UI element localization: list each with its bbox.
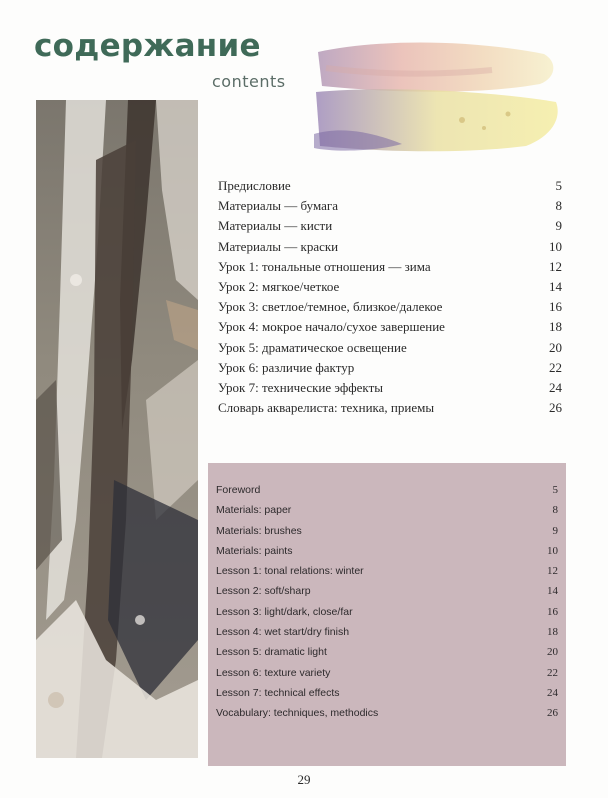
toc-entry-title: Урок 1: тональные отношения — зима <box>218 258 431 274</box>
toc-entry <box>216 663 558 683</box>
toc-entry <box>218 216 562 236</box>
toc-entry-title: Vocabulary: techniques, methodics <box>216 707 379 720</box>
toc-entry <box>218 358 562 378</box>
toc-entry <box>216 521 558 541</box>
toc-entry <box>218 237 562 257</box>
watercolor-wash-image <box>312 34 562 154</box>
toc-entry-page: 20 <box>549 339 562 355</box>
toc-entry <box>218 378 562 398</box>
toc-entry-title: Lesson 3: light/dark, close/far <box>216 605 353 618</box>
page-subtitle: contents <box>212 72 286 91</box>
toc-entry <box>218 317 562 337</box>
page-number: 29 <box>297 772 311 787</box>
toc-entry-title: Материалы — краски <box>218 238 339 254</box>
toc-entry <box>218 196 562 216</box>
toc-entry-title: Урок 7: технические эффекты <box>218 379 383 395</box>
toc-entry-page: 22 <box>547 666 558 679</box>
toc-entry <box>216 480 558 500</box>
toc-entry-title: Materials: paper <box>216 504 292 517</box>
toc-entry-page: 8 <box>552 504 558 517</box>
toc-entry-page: 5 <box>555 178 562 193</box>
toc-entry-page: 12 <box>549 258 562 274</box>
toc-entry-page: 22 <box>549 359 562 375</box>
toc-entry-title: Предисловие <box>218 178 291 193</box>
toc-entry-title: Lesson 7: technical effects <box>216 686 340 699</box>
toc-entry-title: Материалы — кисти <box>218 218 333 234</box>
toc-entry <box>216 703 558 723</box>
toc-entry <box>218 257 562 277</box>
toc-entry-page: 14 <box>549 278 562 294</box>
toc-entry <box>216 622 558 642</box>
toc-entry-page: 16 <box>549 299 562 315</box>
toc-entry <box>216 683 558 703</box>
toc-entry-page: 14 <box>547 585 558 598</box>
toc-entry <box>216 581 558 601</box>
toc-entry <box>216 500 558 520</box>
toc-entry-title: Foreword <box>216 484 261 496</box>
toc-entry-title: Урок 4: мокрое начало/сухое завершение <box>218 319 445 335</box>
toc-entry-title: Урок 5: драматическое освещение <box>218 339 407 355</box>
toc-entry-page: 10 <box>549 238 562 254</box>
toc-entry-title: Материалы — бумага <box>218 198 338 214</box>
toc-entry-page: 16 <box>547 605 558 618</box>
toc-entry-title: Урок 2: мягкое/четкое <box>218 278 340 294</box>
toc-entry-title: Materials: brushes <box>216 524 302 537</box>
toc-entry-page: 24 <box>549 379 562 395</box>
toc-entry <box>216 642 558 662</box>
toc-entry-page: 18 <box>547 626 558 639</box>
toc-russian <box>218 176 562 418</box>
toc-entry <box>216 561 558 581</box>
toc-entry <box>218 176 562 196</box>
toc-entry <box>218 297 562 317</box>
toc-entry-title: Урок 3: светлое/темное, близкое/далекое <box>218 299 443 315</box>
toc-entry-page: 26 <box>549 400 562 416</box>
toc-entry-title: Materials: paints <box>216 544 293 557</box>
toc-entry-page: 20 <box>547 646 558 659</box>
toc-entry <box>218 398 562 418</box>
toc-entry-title: Урок 6: различие фактур <box>218 359 355 375</box>
toc-entry-page: 26 <box>547 707 558 720</box>
toc-entry-page: 10 <box>547 544 558 557</box>
toc-entry <box>218 277 562 297</box>
toc-entry-title: Lesson 1: tonal relations: winter <box>216 565 364 578</box>
toc-entry-page: 8 <box>555 198 562 214</box>
toc-entry-page: 5 <box>552 484 558 496</box>
toc-entry-title: Lesson 2: soft/sharp <box>216 585 311 598</box>
toc-entry-title: Словарь акварелиста: техника, приемы <box>218 400 435 416</box>
page-title: содержание <box>34 28 261 64</box>
toc-english <box>216 480 558 724</box>
watercolor-painting-image <box>36 100 198 758</box>
toc-entry-page: 18 <box>549 319 562 335</box>
toc-entry-page: 24 <box>547 686 558 699</box>
toc-entry <box>218 338 562 358</box>
toc-entry-title: Lesson 5: dramatic light <box>216 646 327 659</box>
toc-entry-page: 9 <box>552 524 558 537</box>
toc-entry-page: 9 <box>555 218 562 234</box>
toc-entry <box>216 602 558 622</box>
toc-entry <box>216 541 558 561</box>
toc-entry-title: Lesson 4: wet start/dry finish <box>216 626 350 639</box>
toc-entry-page: 12 <box>547 565 558 578</box>
toc-entry-title: Lesson 6: texture variety <box>216 666 331 679</box>
